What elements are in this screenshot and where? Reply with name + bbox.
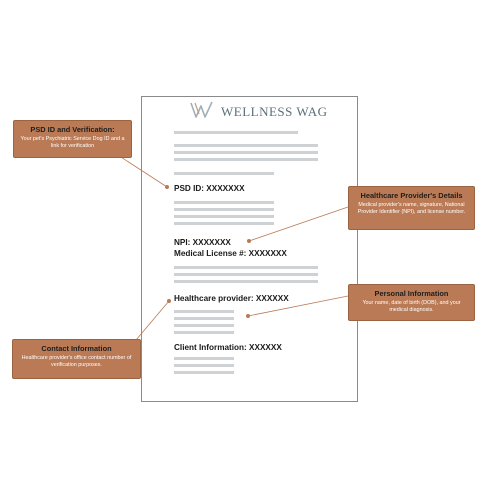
callout-title: Healthcare Provider's Details bbox=[360, 191, 463, 200]
callout-provider-details bbox=[348, 186, 475, 230]
leader-provider-details bbox=[249, 207, 348, 241]
healthcare-provider-field: Healthcare provider: XXXXXX bbox=[174, 294, 289, 303]
callout-description: Your name, date of birth (DOB), and your medical diagnosis. bbox=[362, 300, 461, 313]
callout-title: Contact Information bbox=[41, 344, 112, 353]
leader-contact bbox=[136, 301, 169, 340]
callout-psd-verification bbox=[13, 120, 132, 158]
callout-description: Medical provider's name, signature, National Provider Identifier (NPI), and license number. bbox=[357, 202, 466, 215]
client-information-field: Client Information: XXXXXX bbox=[174, 343, 282, 352]
callout-description: Healthcare provider's office contact number of verification purposes. bbox=[21, 355, 132, 368]
callout-contact-information bbox=[12, 339, 141, 379]
callout-title: PSD ID and Verification: bbox=[30, 125, 115, 134]
leader-personal bbox=[248, 296, 348, 316]
callout-personal-information bbox=[348, 284, 475, 321]
npi-field: NPI: XXXXXXX bbox=[174, 238, 231, 247]
medical-license-field: Medical License #: XXXXXXX bbox=[174, 249, 287, 258]
brand-name: WELLNESS WAG bbox=[221, 104, 328, 119]
callout-description: Your pet's Psychiatric Service Dog ID and a link for verification bbox=[20, 136, 125, 149]
callout-title: Personal Information bbox=[374, 289, 449, 298]
psd-id-field: PSD ID: XXXXXXX bbox=[174, 184, 245, 193]
